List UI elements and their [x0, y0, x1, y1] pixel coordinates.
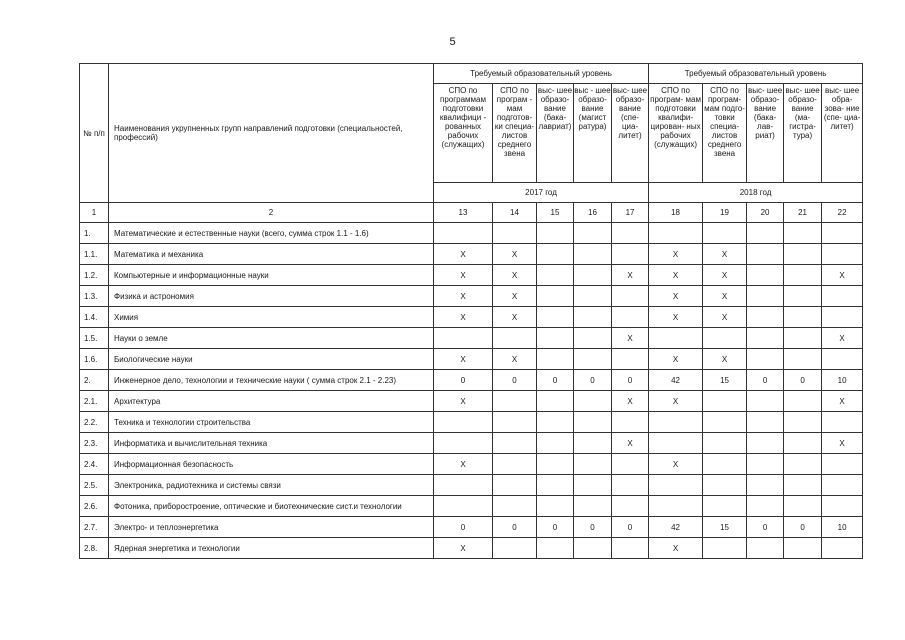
row-value: [434, 328, 493, 349]
row-value: [649, 328, 703, 349]
row-value: X: [649, 307, 703, 328]
row-value: [703, 454, 747, 475]
row-value: [612, 244, 649, 265]
row-value: [649, 433, 703, 454]
row-name: Электроника, радиотехника и системы связи: [109, 475, 434, 496]
row-value: [747, 496, 784, 517]
column-number: 1: [80, 203, 109, 223]
row-number: 2.: [80, 370, 109, 391]
row-value: [822, 538, 863, 559]
row-value: 42: [649, 370, 703, 391]
table-row: [80, 307, 863, 328]
row-value: [822, 223, 863, 244]
header-year-right: 2018 год: [649, 183, 863, 203]
row-value: 0: [747, 517, 784, 538]
table-row: [80, 349, 863, 370]
row-value: [649, 496, 703, 517]
row-value: X: [434, 286, 493, 307]
row-value: [747, 328, 784, 349]
row-value: X: [493, 286, 537, 307]
header-year-left: 2017 год: [434, 183, 649, 203]
row-value: [493, 538, 537, 559]
row-value: [747, 433, 784, 454]
row-value: [784, 454, 822, 475]
row-value: [784, 286, 822, 307]
row-value: [537, 496, 574, 517]
row-value: X: [822, 391, 863, 412]
column-number: 13: [434, 203, 493, 223]
row-value: [784, 391, 822, 412]
row-value: 0: [574, 370, 612, 391]
column-number: 20: [747, 203, 784, 223]
row-value: [784, 223, 822, 244]
table-body: [80, 223, 863, 559]
row-value: 42: [649, 517, 703, 538]
row-value: [612, 475, 649, 496]
row-value: [574, 307, 612, 328]
row-value: X: [649, 391, 703, 412]
row-value: [537, 307, 574, 328]
row-value: X: [822, 328, 863, 349]
row-value: [574, 349, 612, 370]
row-value: [747, 412, 784, 433]
table-row: [80, 391, 863, 412]
row-value: X: [649, 349, 703, 370]
row-name: Инженерное дело, технологии и технические науки ( сумма строк 2.1 - 2.23): [109, 370, 434, 391]
row-value: [537, 265, 574, 286]
row-value: [612, 538, 649, 559]
row-value: [784, 328, 822, 349]
row-number: 1.: [80, 223, 109, 244]
column-number: 17: [612, 203, 649, 223]
row-value: [537, 244, 574, 265]
header-sub-left: СПО по програм - мам подготов- ки специа- листов среднего звена: [493, 84, 537, 183]
row-value: [434, 475, 493, 496]
row-value: [434, 223, 493, 244]
row-value: [434, 412, 493, 433]
row-value: X: [649, 538, 703, 559]
row-name: Ядерная энергетика и технологии: [109, 538, 434, 559]
row-value: [434, 496, 493, 517]
row-value: [784, 244, 822, 265]
header-sub-left: СПО по программам подготовки квалифици - рованных рабочих (служащих): [434, 84, 493, 183]
row-value: [574, 265, 612, 286]
table-row: [80, 328, 863, 349]
table-row: [80, 412, 863, 433]
column-number: 22: [822, 203, 863, 223]
row-name: Химия: [109, 307, 434, 328]
row-value: X: [493, 244, 537, 265]
row-value: [612, 307, 649, 328]
row-value: [537, 475, 574, 496]
header-sub-right: выс- шее обра- зова- ние (спе- циа- литет): [822, 84, 863, 183]
row-name: Компьютерные и информационные науки: [109, 265, 434, 286]
table-row: [80, 517, 863, 538]
row-value: X: [612, 433, 649, 454]
column-number: 19: [703, 203, 747, 223]
row-name: Информационная безопасность: [109, 454, 434, 475]
row-name: Техника и технологии строительства: [109, 412, 434, 433]
row-number: 1.6.: [80, 349, 109, 370]
row-value: [612, 286, 649, 307]
row-value: 0: [612, 517, 649, 538]
header-col-no: № п/п: [80, 64, 109, 203]
header-sub-right: выс- шее образо- вание (ма- гистра- тура): [784, 84, 822, 183]
row-name: Биологические науки: [109, 349, 434, 370]
row-value: [747, 307, 784, 328]
row-value: X: [822, 433, 863, 454]
row-value: [703, 538, 747, 559]
header-col-name: Наименования укрупненных групп направлений подготовки (специальностей, профессий): [109, 64, 434, 203]
row-value: [537, 223, 574, 244]
row-name: Электро- и теплоэнергетика: [109, 517, 434, 538]
row-value: [703, 328, 747, 349]
row-value: X: [434, 307, 493, 328]
row-number: 1.3.: [80, 286, 109, 307]
row-value: [537, 328, 574, 349]
row-value: X: [649, 244, 703, 265]
table-row: [80, 496, 863, 517]
row-value: [747, 391, 784, 412]
row-value: [747, 538, 784, 559]
row-number: 2.6.: [80, 496, 109, 517]
row-value: [493, 496, 537, 517]
header-sub-right: СПО по програм- мам подго- товки специа- листов среднего звена: [703, 84, 747, 183]
row-value: X: [649, 265, 703, 286]
row-value: X: [703, 349, 747, 370]
row-name: Архитектура: [109, 391, 434, 412]
row-value: [649, 475, 703, 496]
row-number: 1.4.: [80, 307, 109, 328]
row-value: 0: [493, 517, 537, 538]
row-value: 0: [747, 370, 784, 391]
row-value: X: [612, 328, 649, 349]
row-value: X: [612, 265, 649, 286]
row-value: [784, 433, 822, 454]
row-value: [784, 412, 822, 433]
row-value: [784, 475, 822, 496]
table-row: [80, 244, 863, 265]
row-value: [574, 328, 612, 349]
row-value: [493, 475, 537, 496]
row-value: [537, 538, 574, 559]
row-value: 0: [784, 517, 822, 538]
table-row: [80, 286, 863, 307]
row-value: 0: [612, 370, 649, 391]
row-value: X: [703, 286, 747, 307]
row-value: 0: [434, 370, 493, 391]
table-row: [80, 538, 863, 559]
row-name: Науки о земле: [109, 328, 434, 349]
row-name: Физика и астрономия: [109, 286, 434, 307]
column-numbers-row: [80, 203, 863, 223]
row-name: Математические и естественные науки (всего, сумма строк 1.1 - 1.6): [109, 223, 434, 244]
row-value: [612, 496, 649, 517]
row-value: [703, 433, 747, 454]
row-value: [822, 286, 863, 307]
column-number: 18: [649, 203, 703, 223]
table-row: [80, 223, 863, 244]
row-value: X: [434, 349, 493, 370]
row-value: [574, 433, 612, 454]
row-value: X: [649, 286, 703, 307]
row-value: [649, 223, 703, 244]
row-name: Информатика и вычислительная техника: [109, 433, 434, 454]
header-sub-left: выс- шее образо- вание (спе- циа- литет): [612, 84, 649, 183]
row-number: 2.7.: [80, 517, 109, 538]
row-value: X: [703, 244, 747, 265]
row-value: [703, 223, 747, 244]
column-number: 16: [574, 203, 612, 223]
row-value: [822, 412, 863, 433]
row-value: [574, 412, 612, 433]
row-value: X: [434, 265, 493, 286]
row-value: [747, 223, 784, 244]
table-header: [80, 64, 863, 223]
row-value: X: [822, 265, 863, 286]
row-value: X: [434, 244, 493, 265]
row-value: 0: [537, 517, 574, 538]
row-number: 2.3.: [80, 433, 109, 454]
row-value: [822, 349, 863, 370]
row-value: [703, 475, 747, 496]
column-number: 21: [784, 203, 822, 223]
column-number: 2: [109, 203, 434, 223]
row-number: 1.2.: [80, 265, 109, 286]
row-number: 1.1.: [80, 244, 109, 265]
row-value: [703, 391, 747, 412]
table-row: [80, 433, 863, 454]
row-value: X: [434, 538, 493, 559]
row-value: [574, 286, 612, 307]
row-value: [537, 349, 574, 370]
row-value: [747, 265, 784, 286]
column-number: 14: [493, 203, 537, 223]
row-value: 15: [703, 370, 747, 391]
row-value: [574, 538, 612, 559]
row-value: [574, 244, 612, 265]
education-level-table: [79, 63, 863, 559]
row-value: [537, 286, 574, 307]
row-value: [493, 412, 537, 433]
row-value: X: [703, 265, 747, 286]
row-value: [537, 433, 574, 454]
row-value: 0: [493, 370, 537, 391]
row-value: [493, 328, 537, 349]
row-value: [612, 412, 649, 433]
row-number: 2.5.: [80, 475, 109, 496]
row-value: [612, 223, 649, 244]
row-value: [747, 454, 784, 475]
column-number: 15: [537, 203, 574, 223]
table-row: [80, 475, 863, 496]
row-value: [822, 307, 863, 328]
row-value: [822, 244, 863, 265]
row-value: [493, 454, 537, 475]
row-value: [537, 454, 574, 475]
row-value: [493, 391, 537, 412]
header-sub-right: СПО по програм- мам подготовки квалифи- цирован- ных рабочих (служащих): [649, 84, 703, 183]
row-value: [537, 412, 574, 433]
row-value: [784, 307, 822, 328]
row-value: X: [434, 454, 493, 475]
row-value: [649, 412, 703, 433]
row-name: Фотоника, приборостроение, оптические и биотехнические сист.и технологии: [109, 496, 434, 517]
table-row: [80, 370, 863, 391]
row-value: 0: [434, 517, 493, 538]
row-value: [493, 223, 537, 244]
row-value: [434, 433, 493, 454]
row-value: X: [703, 307, 747, 328]
row-value: [784, 349, 822, 370]
row-value: [784, 265, 822, 286]
table-row: [80, 265, 863, 286]
row-value: [574, 391, 612, 412]
row-value: [574, 223, 612, 244]
page-number: 5: [449, 36, 456, 48]
row-value: [574, 496, 612, 517]
table-row: [80, 454, 863, 475]
row-value: [822, 496, 863, 517]
row-number: 1.5.: [80, 328, 109, 349]
row-value: [784, 538, 822, 559]
row-value: [703, 412, 747, 433]
row-value: [612, 349, 649, 370]
row-value: [747, 475, 784, 496]
row-number: 2.2.: [80, 412, 109, 433]
row-value: 15: [703, 517, 747, 538]
row-value: [747, 244, 784, 265]
row-value: [703, 496, 747, 517]
row-value: [822, 475, 863, 496]
row-name: Математика и механика: [109, 244, 434, 265]
row-value: [574, 454, 612, 475]
row-value: [537, 391, 574, 412]
row-value: [822, 454, 863, 475]
row-value: X: [434, 391, 493, 412]
row-value: [493, 433, 537, 454]
row-value: [784, 496, 822, 517]
header-group-left: Требуемый образовательный уровень: [434, 64, 649, 84]
row-value: [574, 475, 612, 496]
row-value: X: [493, 307, 537, 328]
row-value: 10: [822, 370, 863, 391]
row-number: 2.1.: [80, 391, 109, 412]
row-value: 10: [822, 517, 863, 538]
header-group-right: Требуемый образовательный уровень: [649, 64, 863, 84]
row-value: X: [649, 454, 703, 475]
row-value: X: [493, 265, 537, 286]
header-sub-left: выс- шее образо- вание (бака- лавриат): [537, 84, 574, 183]
row-number: 2.4.: [80, 454, 109, 475]
row-value: 0: [537, 370, 574, 391]
row-number: 2.8.: [80, 538, 109, 559]
header-sub-left: выс - шее образо- вание (магист ратура): [574, 84, 612, 183]
header-sub-right: выс- шее образо- вание (бака- лав- риат): [747, 84, 784, 183]
row-value: [747, 286, 784, 307]
row-value: X: [612, 391, 649, 412]
row-value: [747, 349, 784, 370]
row-value: 0: [784, 370, 822, 391]
row-value: 0: [574, 517, 612, 538]
row-value: X: [493, 349, 537, 370]
row-value: [612, 454, 649, 475]
